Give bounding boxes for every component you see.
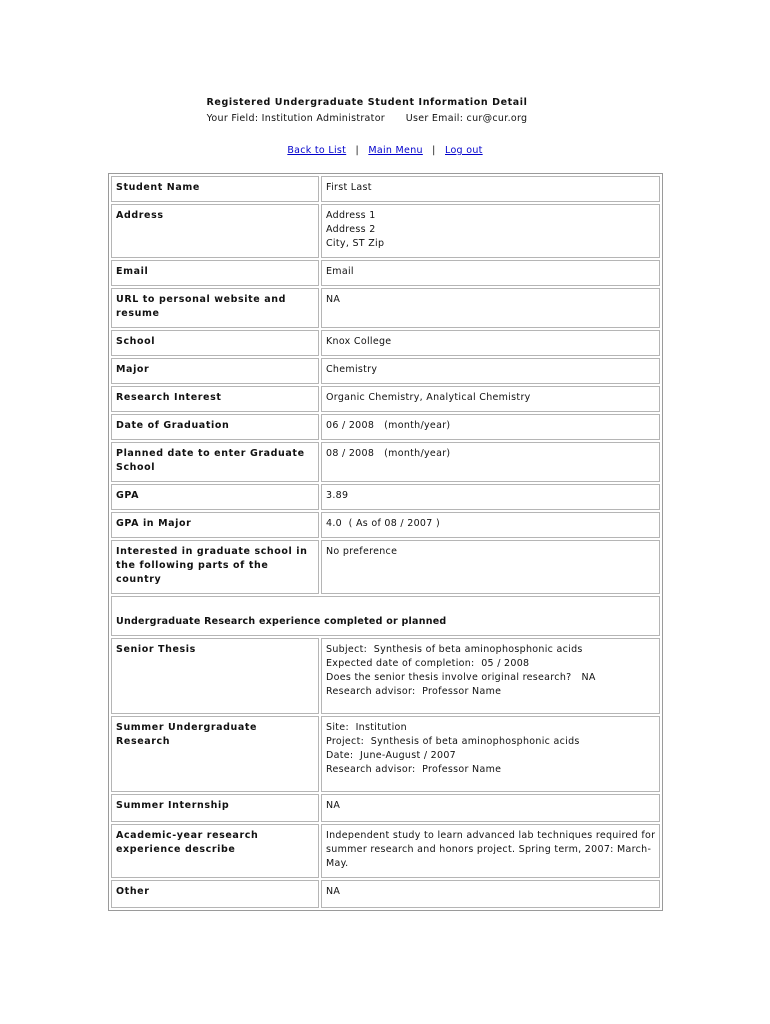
- research-interest-label: Research Interest: [111, 386, 319, 412]
- email-label: User Email:: [405, 113, 464, 124]
- table-row: [111, 204, 660, 258]
- summer-advisor: Research advisor: Professor Name: [326, 764, 502, 775]
- table-row: [111, 260, 660, 286]
- summer-research-value: [321, 716, 660, 792]
- summer-project: Project: Synthesis of beta aminophosphonic acids: [326, 736, 580, 747]
- table-row: [111, 176, 660, 202]
- table-row: [111, 540, 660, 594]
- email-value: cur@cur.org: [466, 113, 528, 124]
- grad-school-date-label: Planned date to enter Graduate School: [111, 442, 319, 482]
- summer-date: Date: June-August / 2007: [326, 750, 457, 761]
- gpa-value: 3.89: [321, 484, 660, 510]
- log-out-link[interactable]: Log out: [445, 145, 483, 156]
- academic-research-label: Academic-year research experience describe: [111, 824, 319, 878]
- region-label: Interested in graduate school in the following parts of the country: [111, 540, 319, 594]
- address-value: [321, 204, 660, 258]
- table-row: [111, 442, 660, 482]
- graduation-date-value: 06 / 2008 (month/year): [321, 414, 660, 440]
- school-label: School: [111, 330, 319, 356]
- table-row: [111, 638, 660, 714]
- student-name-value: First Last: [321, 176, 660, 202]
- thesis-advisor: Research advisor: Professor Name: [326, 686, 502, 697]
- senior-thesis-value: [321, 638, 660, 714]
- thesis-completion: Expected date of completion: 05 / 2008: [326, 658, 530, 669]
- summer-site: Site: Institution: [326, 722, 407, 733]
- other-value: NA: [321, 880, 660, 908]
- back-to-list-link[interactable]: Back to List: [287, 145, 347, 156]
- gpa-major-value: 4.0 ( As of 08 / 2007 ): [321, 512, 660, 538]
- major-label: Major: [111, 358, 319, 384]
- nav-separator: |: [432, 145, 436, 156]
- page-title: Registered Undergraduate Student Information Detail: [206, 97, 528, 108]
- major-value: Chemistry: [321, 358, 660, 384]
- email-row-value: Email: [321, 260, 660, 286]
- field-value: Institution Administrator: [261, 113, 386, 124]
- url-value: NA: [321, 288, 660, 328]
- user-info: [0, 113, 734, 124]
- school-value: Knox College: [321, 330, 660, 356]
- address-line: Address 1: [326, 210, 376, 221]
- address-line: City, ST Zip: [326, 238, 385, 249]
- academic-research-value: Independent study to learn advanced lab techniques required for summer research and honors project. Spring term, 2007: March-May.: [321, 824, 660, 878]
- grad-school-date-value: 08 / 2008 (month/year): [321, 442, 660, 482]
- address-label: Address: [111, 204, 319, 258]
- region-value: No preference: [321, 540, 660, 594]
- table-row: [111, 386, 660, 412]
- research-interest-value: Organic Chemistry, Analytical Chemistry: [321, 386, 660, 412]
- other-label: Other: [111, 880, 319, 908]
- table-row: [111, 794, 660, 822]
- table-row: [111, 716, 660, 792]
- table-row: [111, 288, 660, 328]
- graduation-date-label: Date of Graduation: [111, 414, 319, 440]
- table-row: [111, 824, 660, 878]
- thesis-original-research: Does the senior thesis involve original research? NA: [326, 672, 596, 683]
- main-menu-link[interactable]: Main Menu: [368, 145, 423, 156]
- table-row: [111, 880, 660, 908]
- table-row: [111, 596, 660, 636]
- nav-separator: |: [355, 145, 360, 156]
- email-row-label: Email: [111, 260, 319, 286]
- summer-research-label: Summer Undergraduate Research: [111, 716, 319, 792]
- table-row: [111, 330, 660, 356]
- table-row: [111, 414, 660, 440]
- table-row: [111, 512, 660, 538]
- student-name-label: Student Name: [111, 176, 319, 202]
- internship-value: NA: [321, 794, 660, 822]
- table-row: [111, 484, 660, 510]
- research-section-title: Undergraduate Research experience completed or planned: [111, 596, 660, 636]
- gpa-label: GPA: [111, 484, 319, 510]
- gpa-major-label: GPA in Major: [111, 512, 319, 538]
- address-line: Address 2: [326, 224, 376, 235]
- table-row: [111, 358, 660, 384]
- thesis-subject: Subject: Synthesis of beta aminophosphonic acids: [326, 644, 583, 655]
- field-label: Your Field:: [206, 113, 259, 124]
- senior-thesis-label: Senior Thesis: [111, 638, 319, 714]
- internship-label: Summer Internship: [111, 794, 319, 822]
- nav-links: [0, 145, 770, 156]
- url-label: URL to personal website and resume: [111, 288, 319, 328]
- student-detail-table: [108, 173, 663, 911]
